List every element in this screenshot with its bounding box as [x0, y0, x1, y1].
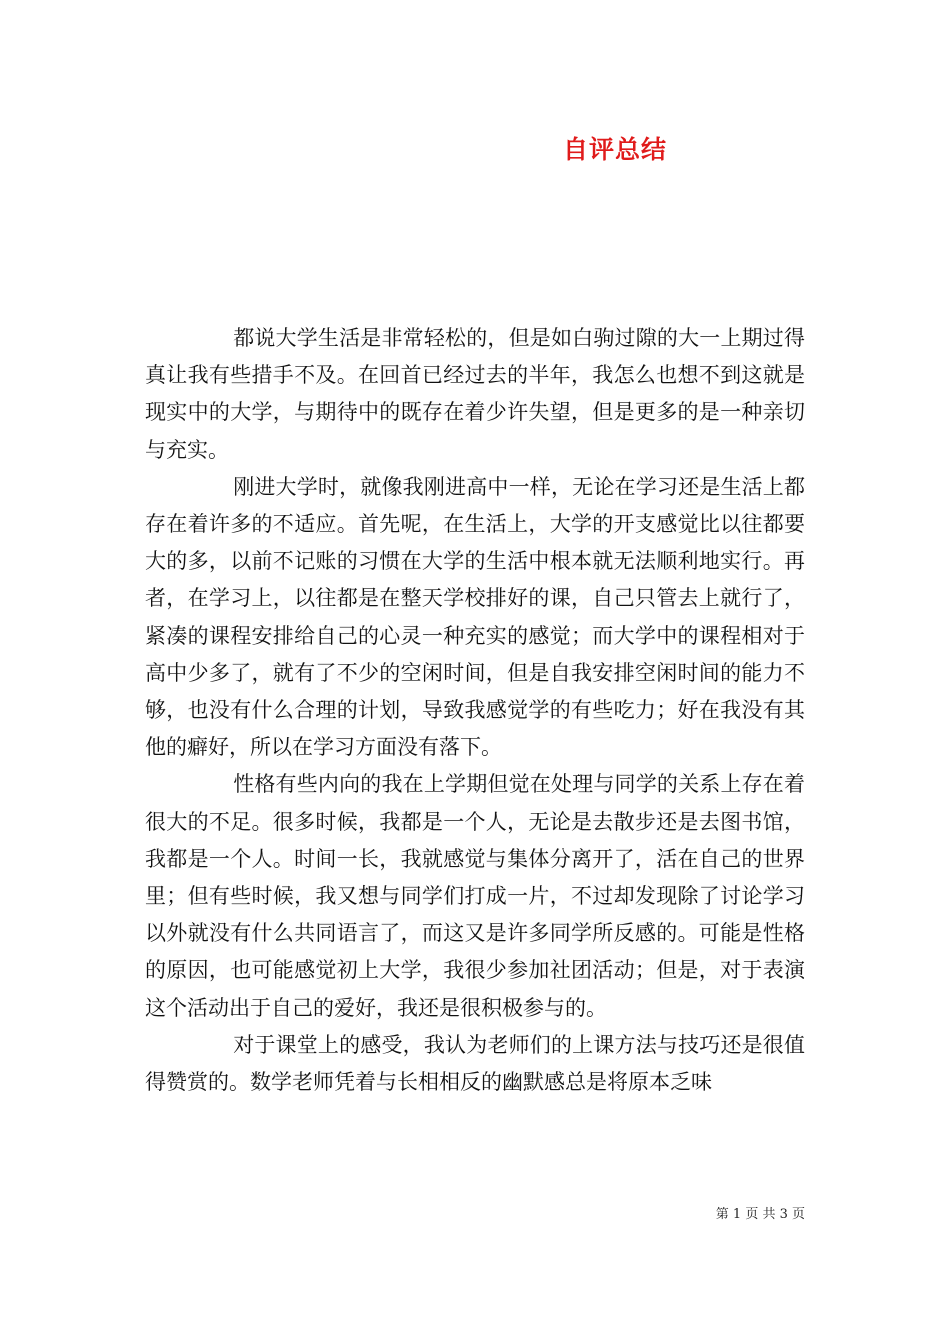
paragraph: 对于课堂上的感受，我认为老师们的上课方法与技巧还是很值得赞赏的。数学老师凭着与长相相反的幽默感总是将原本乏味: [145, 1032, 805, 1095]
paragraph: 刚进大学时，就像我刚进高中一样，无论在学习还是生活上都存在着许多的不适应。首先呢，在生活上，大学的开支感觉比以往都要大的多，以前不记账的习惯在大学的生活中根本就无法顺利地实行。再者，在学习上，以往都是在整天学校排好的课，自己只管去上就行了，紧凑的课程安排给自己的心灵一种充实的感觉；而大学中的课程相对于高中少多了，就有了不少的空闲时间，但是自我安排空闲时间的能力不够，也没有什么合理的计划，导致我感觉学的有些吃力；好在我没有其他的癖好，所以在学习方面没有落下。: [145, 474, 805, 760]
document-body: [145, 320, 805, 1101]
page-number: 第 1 页 共 3 页: [715, 1207, 805, 1222]
paragraph: 都说大学生活是非常轻松的，但是如白驹过隙的大一上期过得真让我有些措手不及。在回首已经过去的半年，我怎么也想不到这就是现实中的大学，与期待中的既存在着少许失望，但是更多的是一种亲切与充实。: [145, 326, 805, 462]
document-title: 自评总结: [562, 135, 667, 164]
paragraph: 性格有些内向的我在上学期但觉在处理与同学的关系上存在着很大的不足。很多时候，我都是一个人，无论是去散步还是去图书馆，我都是一个人。时间一长，我就感觉与集体分离开了，活在自己的世界里；但有些时候，我又想与同学们打成一片，不过却发现除了讨论学习以外就没有什么共同语言了，而这又是许多同学所反感的。可能是性格的原因，也可能感觉初上大学，我很少参加社团活动；但是，对于表演这个活动出于自己的爱好，我还是很积极参与的。: [145, 772, 805, 1020]
